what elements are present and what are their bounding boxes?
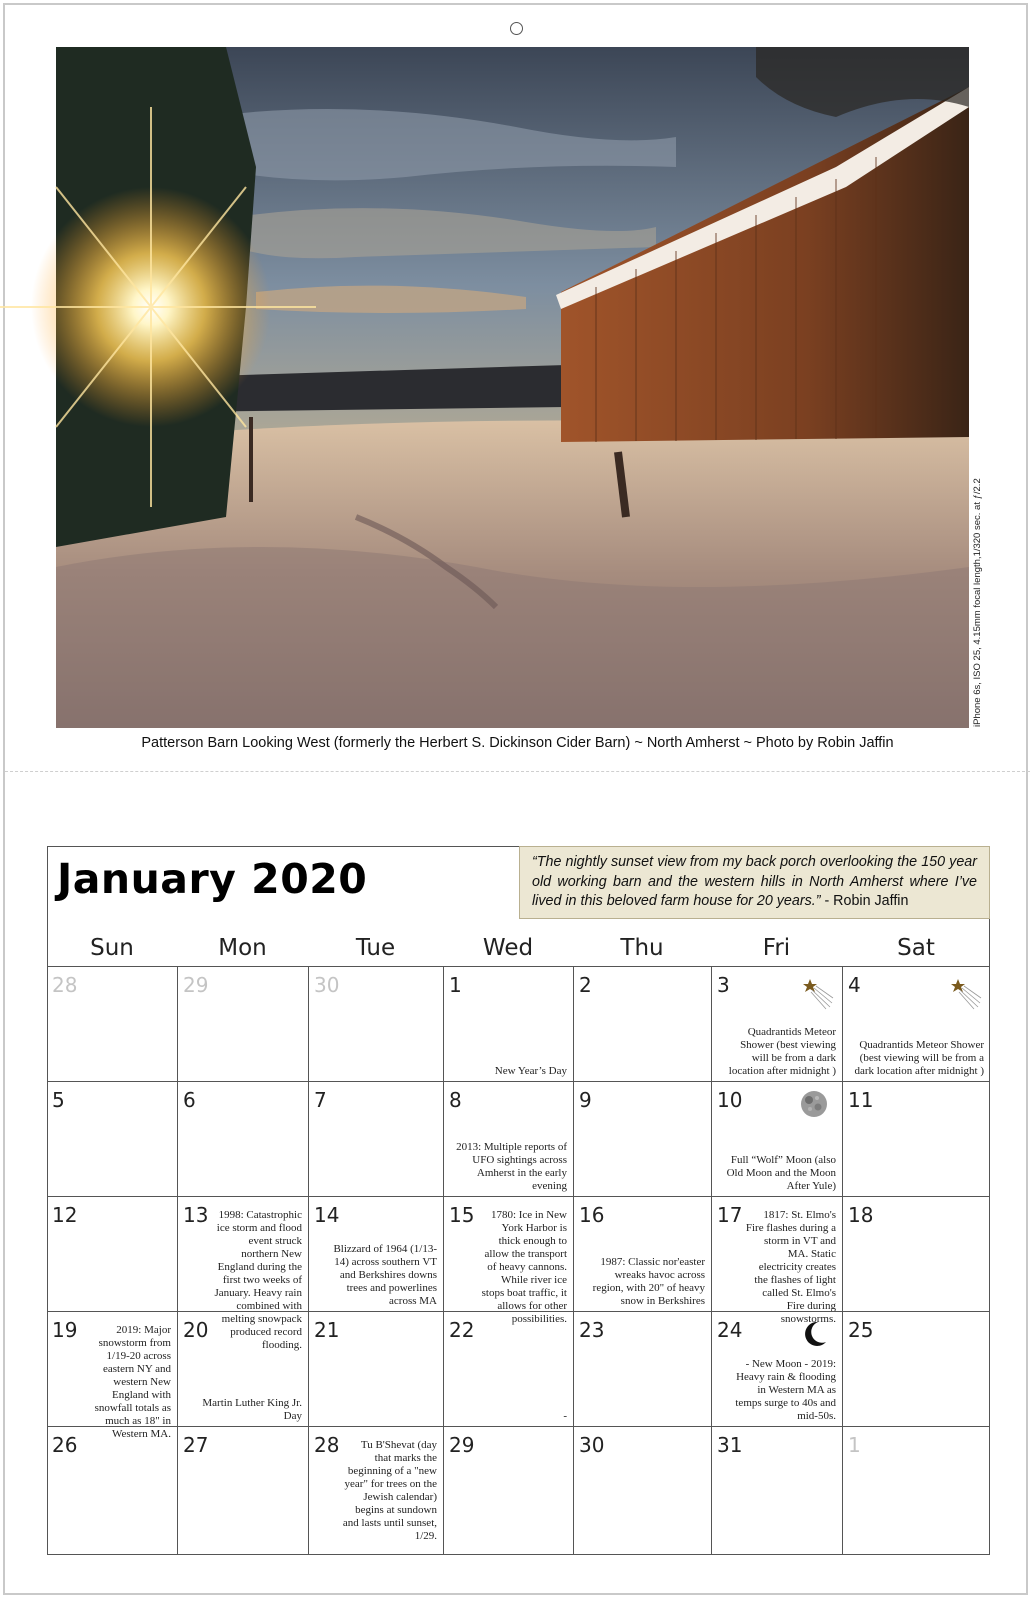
day-cell [47,966,177,1081]
day-number: 27 [183,1433,209,1457]
day-cell [443,1311,573,1426]
day-cell [177,1426,308,1555]
day-cell [177,1081,308,1196]
day-note: 1817: St. Elmo's Fire flashes during a storm in VT and MA. Static electricity creates the flashes of light called St. Elmo's Fire during snowstorms. [745,1209,836,1325]
day-number: 30 [314,973,340,997]
day-number: 4 [848,973,861,997]
day-cell [573,1196,711,1311]
day-note: Martin Luther King Jr. Day [202,1397,302,1422]
day-note: 2019: Major snowstorm from 1/19-20 across eastern NY and western New England with snowfall totals as much as 18" in Western MA. [94,1324,171,1440]
weekday-tue: Tue [355,935,396,961]
day-cell [308,1196,443,1311]
photo-caption: Patterson Barn Looking West (formerly the Herbert S. Dickinson Cider Barn) ~ North Amherst ~ Photo by Robin Jaffin [141,735,894,751]
day-number: 25 [848,1318,874,1342]
day-cell [842,1081,990,1196]
day-number: 18 [848,1203,874,1227]
day-cell [308,1311,443,1426]
day-cell [308,1426,443,1555]
day-number: 3 [717,973,730,997]
day-number: 2 [579,973,592,997]
day-note: Full “Wolf” Moon (also Old Moon and the Moon After Yule) [726,1154,836,1192]
day-note: Quadrantids Meteor Shower (best viewing will be from a dark location after midnight ) [854,1039,984,1077]
day-note: 2013: Multiple reports of UFO sightings across Amherst in the early evening [456,1141,567,1192]
photographer-quote [519,846,990,919]
day-cell [573,1311,711,1426]
barn-sunset-photo [56,47,969,728]
day-cell [842,1311,990,1426]
day-cell [47,1426,177,1555]
month-title: January 2020 [57,855,368,903]
day-cell [842,1426,990,1555]
quote-text: “The nightly sunset view from my back porch overlooking the 150 year old working barn and the western hills in North Amherst where I’ve lived in this beloved farm house for 20 years.” [532,854,977,909]
day-cell [177,966,308,1081]
day-number: 11 [848,1088,874,1112]
calendar-grid [47,966,990,1555]
day-cell [47,1196,177,1311]
day-number: 1 [449,973,462,997]
day-cell [573,1081,711,1196]
day-cell [711,1311,842,1426]
day-cell [308,1081,443,1196]
day-note: Blizzard of 1964 (1/13-14) across southern VT and Berkshires downs trees and powerlines across MA [333,1243,437,1307]
day-cell [47,1081,177,1196]
day-number: 7 [314,1088,327,1112]
day-number: 16 [579,1203,605,1227]
day-number: 29 [183,973,209,997]
day-number: 8 [449,1088,462,1112]
day-number: 24 [717,1318,743,1342]
day-note: - [563,1410,567,1422]
weekday-thu: Thu [620,935,664,961]
day-cell [711,1196,842,1325]
day-number: 29 [449,1433,475,1457]
day-cell [443,1081,573,1196]
day-number: 1 [848,1433,861,1457]
day-number: 5 [52,1088,65,1112]
day-cell [711,966,842,1081]
day-cell [711,1426,842,1555]
day-number: 15 [449,1203,475,1227]
day-number: 28 [314,1433,340,1457]
day-number: 17 [717,1203,743,1227]
day-number: 10 [717,1088,743,1112]
weekday-fri: Fri [762,935,791,961]
day-cell [842,1196,990,1311]
weekday-sun: Sun [90,935,134,961]
day-number: 21 [314,1318,340,1342]
shooting-star-icon [800,971,834,1015]
day-number: 26 [52,1433,78,1457]
shooting-star-icon [948,971,982,1015]
day-cell [308,966,443,1081]
weekday-sat: Sat [897,935,935,961]
weekday-wed: Wed [482,935,534,961]
exif-text: iPhone 6s, ISO 25, 4.15mm focal length,1/320 sec. at ƒ/2.2 [972,478,983,727]
day-cell [711,1081,842,1196]
full-moon-icon [800,1090,828,1122]
day-note: Quadrantids Meteor Shower (best viewing will be from a dark location after midnight ) [728,1026,836,1077]
day-number: 28 [52,973,78,997]
day-cell [47,1311,177,1440]
day-number: 23 [579,1318,605,1342]
day-number: 14 [314,1203,340,1227]
day-number: 20 [183,1318,209,1342]
day-number: 22 [449,1318,475,1342]
day-cell [573,1426,711,1555]
hanging-hole [510,22,523,35]
page-fold-line [5,771,1030,772]
day-number: 13 [183,1203,209,1227]
day-cell [443,1196,573,1325]
day-note: 1998: Catastrophic ice storm and flood event struck northern New England during the first two weeks of January. Heavy rain combined with melting snowpack produced record flooding. [214,1209,302,1351]
day-cell [443,1426,573,1555]
new-moon-icon [800,1320,828,1352]
day-number: 12 [52,1203,78,1227]
quote-author: - Robin Jaffin [820,893,909,909]
day-number: 31 [717,1433,743,1457]
day-number: 9 [579,1088,592,1112]
day-cell [842,966,990,1081]
day-number: 30 [579,1433,605,1457]
day-note: Tu B'Shevat (day that marks the beginning of a "new year" for trees on the Jewish calendar) begins at sundown and lasts until sunset, 1/29. [342,1439,437,1542]
day-cell [443,966,573,1081]
day-note: 1987: Classic nor'easter wreaks havoc across region, with 20" of heavy snow in Berkshires [592,1256,705,1307]
day-cell [573,966,711,1081]
day-note: - New Moon - 2019: Heavy rain & flooding in Western MA as temps surge to 40s and mid-50s. [735,1358,836,1422]
day-cell [177,1311,308,1426]
day-number: 6 [183,1088,196,1112]
weekday-mon: Mon [218,935,267,961]
day-number: 19 [52,1318,78,1342]
day-note: 1780: Ice in New York Harbor is thick enough to allow the transport of heavy cannons. While river ice stops boat traffic, it allows for other possibilities. [481,1209,567,1325]
day-note: New Year’s Day [494,1065,567,1077]
photo-exif-info [968,445,988,727]
